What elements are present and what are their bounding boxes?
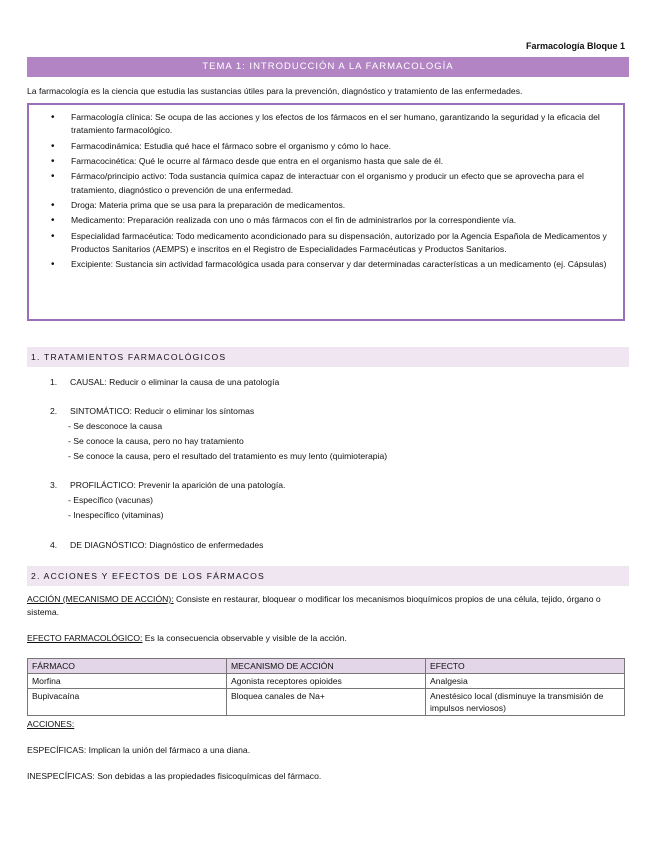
- column-header: EFECTO: [426, 659, 625, 674]
- item-text: CAUSAL: Reducir o eliminar la causa de una patología: [70, 377, 280, 387]
- bullet-icon: •: [51, 140, 55, 152]
- definition-item: • Farmacodinámica: Estudia qué hace el fármaco sobre el organismo y cómo lo hace.: [51, 140, 392, 152]
- accion-label: ACCIÓN (MECANISMO DE ACCIÓN):: [27, 594, 174, 604]
- especificas-text: Implican la unión del fármaco a una diana.: [86, 745, 251, 755]
- item-number: 4.: [50, 540, 58, 550]
- item-number: 1.: [50, 377, 58, 387]
- sub-item: - Inespecífico (vitaminas): [68, 510, 164, 520]
- item-text: SINTOMÁTICO: Reducir o eliminar los síntomas: [70, 406, 255, 416]
- table-cell: Anestésico local (disminuye la transmisión de impulsos nerviosos): [426, 689, 625, 716]
- definition-item: • Excipiente: Sustancia sin actividad farmacológica usada para conservar y dar determinadas características a un medicamento (ej. Cápsulas): [51, 259, 607, 271]
- accion-text: Consiste en restaurar, bloquear o modificar los mecanismos bioquímicos propios de una célula, tejido, órgano o sistema.: [27, 594, 601, 618]
- inespecificas-label: INESPECÍFICAS:: [27, 771, 95, 781]
- accion-paragraph: [27, 593, 629, 619]
- efecto-text: Es la consecuencia observable y visible de la acción.: [142, 633, 347, 643]
- acciones-heading: ACCIONES:: [27, 719, 75, 729]
- especificas-label: ESPECÍFICAS:: [27, 745, 87, 755]
- table-cell: Analgesia: [426, 674, 625, 689]
- bullet-icon: •: [51, 215, 55, 227]
- table-cell: Morfina: [28, 674, 227, 689]
- definition-item: • Fármaco/principio activo: Toda sustancia química capaz de interactuar con el organismo y producir un efecto que se aprovecha para el tratamiento, diagnóstico o prevención de una enfermedad.: [51, 171, 584, 195]
- bullet-icon: •: [51, 155, 55, 167]
- definition-item: • Farmacología clínica: Se ocupa de las acciones y los efectos de los fármacos en el ser humano, garantizando la seguridad y la eficacia del tratamiento farmacológico.: [51, 112, 600, 136]
- definition-item: • Medicamento: Preparación realizada con uno o más fármacos con el fin de administrarlos por la correspondiente vía.: [51, 215, 517, 227]
- page-title: TEMA 1: INTRODUCCIÓN A LA FARMACOLOGÍA: [27, 57, 629, 77]
- section-heading-acciones: 2. ACCIONES Y EFECTOS DE LOS FÁRMACOS: [27, 566, 629, 586]
- item-text: DE DIAGNÓSTICO: Diagnóstico de enfermedades: [70, 540, 264, 550]
- item-number: 3.: [50, 480, 58, 490]
- sub-item: - Se conoce la causa, pero el resultado del tratamiento es muy lento (quimioterapia): [68, 451, 388, 461]
- table-header-row: [28, 659, 625, 674]
- definition-item: • Especialidad farmacéutica: Todo medicamento acondicionado para su dispensación, autorizado por la Agencia Española de Medicamentos y Productos Sanitarios (AEMPS) e inscritos en el Registro de Especialidades Farmacéuticas y Productos Sanitarios.: [51, 230, 607, 254]
- bullet-icon: •: [51, 230, 55, 242]
- sub-item: - Se desconoce la causa: [68, 421, 163, 431]
- table-cell: Bupivacaína: [28, 689, 227, 716]
- table-row: [28, 674, 625, 689]
- page-header: Farmacología Bloque 1: [525, 41, 625, 51]
- column-header: MECANISMO DE ACCIÓN: [227, 659, 426, 674]
- inespecificas-paragraph: [27, 770, 629, 783]
- bullet-icon: •: [51, 112, 55, 123]
- especificas-paragraph: [27, 744, 629, 757]
- drug-effects-table: [27, 658, 625, 716]
- bullet-icon: •: [51, 199, 55, 211]
- efecto-paragraph: [27, 632, 629, 645]
- sub-item: - Específico (vacunas): [68, 495, 154, 505]
- section-heading-tratamientos: 1. TRATAMIENTOS FARMACOLÓGICOS: [27, 347, 629, 367]
- definition-item: • Droga: Materia prima que se usa para la preparación de medicamentos.: [51, 199, 346, 211]
- sub-item: - Se conoce la causa, pero no hay tratamiento: [68, 436, 244, 446]
- table-row: [28, 689, 625, 716]
- column-header: FÁRMACO: [28, 659, 227, 674]
- table-cell: Bloquea canales de Na+: [227, 689, 426, 716]
- bullet-icon: •: [51, 259, 55, 271]
- item-text: PROFILÁCTICO: Prevenir la aparición de una patología.: [70, 480, 286, 490]
- intro-paragraph: La farmacología es la ciencia que estudia las sustancias útiles para la prevención, diagnóstico y tratamiento de las enfermedades.: [27, 86, 523, 96]
- table-cell: Agonista receptores opioides: [227, 674, 426, 689]
- definition-item: • Farmacocinética: Qué le ocurre al fármaco desde que entra en el organismo hasta que sale de él.: [51, 155, 444, 167]
- definitions-box: [27, 103, 625, 321]
- efecto-label: EFECTO FARMACOLÓGICO:: [27, 633, 143, 643]
- item-number: 2.: [50, 406, 58, 416]
- definitions-list: [29, 105, 623, 272]
- inespecificas-text: Son debidas a las propiedades fisicoquímicas del fármaco.: [94, 771, 322, 781]
- bullet-icon: •: [51, 171, 55, 183]
